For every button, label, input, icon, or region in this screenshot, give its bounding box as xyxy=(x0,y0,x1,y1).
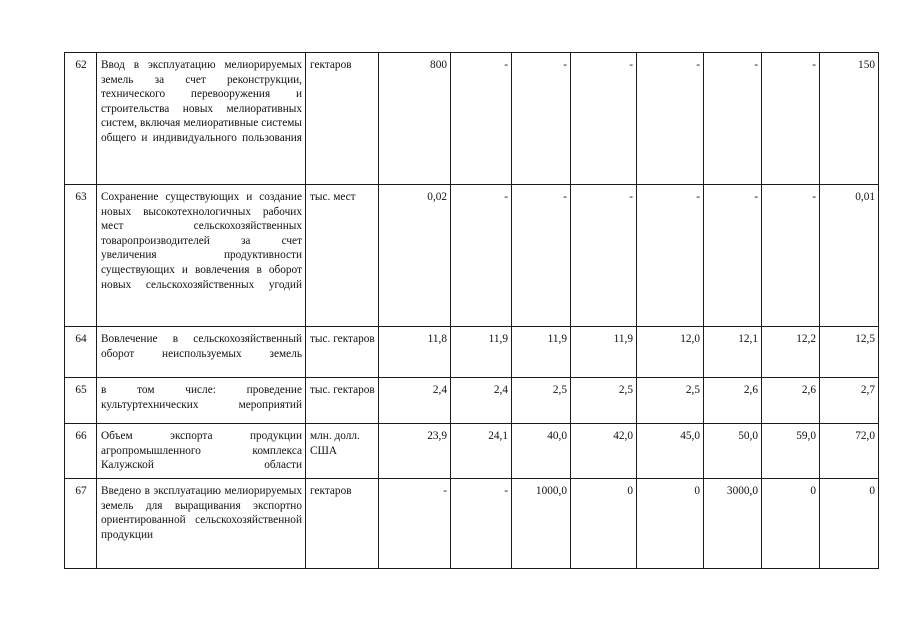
value-cell: 50,0 xyxy=(704,424,762,479)
value-cell: - xyxy=(704,185,762,327)
value-cell: 40,0 xyxy=(512,424,571,479)
value-cell: 11,9 xyxy=(512,327,571,378)
value-cell: - xyxy=(571,185,637,327)
value-cell: 3000,0 xyxy=(704,479,762,569)
row-number: 67 xyxy=(65,479,97,569)
value-cell: 12,2 xyxy=(762,327,820,378)
unit-cell: тыс. гектаров xyxy=(306,378,379,424)
value-cell: - xyxy=(637,185,704,327)
value-cell: 150 xyxy=(820,53,879,185)
value-cell: 59,0 xyxy=(762,424,820,479)
value-cell: 0 xyxy=(637,479,704,569)
value-cell: 0 xyxy=(571,479,637,569)
value-cell: - xyxy=(571,53,637,185)
indicator-name: Объем экспорта продукции агропромышленного комплекса Калужской области xyxy=(97,424,306,479)
value-cell: 0,02 xyxy=(379,185,451,327)
value-cell: - xyxy=(637,53,704,185)
table-row xyxy=(65,327,879,378)
indicator-name: Вовлечение в сельскохозяйственный оборот неиспользуемых земель xyxy=(97,327,306,378)
table-row xyxy=(65,53,879,185)
value-cell: 0 xyxy=(820,479,879,569)
value-cell: 2,5 xyxy=(571,378,637,424)
value-cell: - xyxy=(704,53,762,185)
row-number: 66 xyxy=(65,424,97,479)
value-cell: - xyxy=(451,479,512,569)
value-cell: 11,9 xyxy=(571,327,637,378)
value-cell: 2,6 xyxy=(704,378,762,424)
value-cell: - xyxy=(379,479,451,569)
unit-cell: млн. долл. США xyxy=(306,424,379,479)
row-number: 64 xyxy=(65,327,97,378)
table-row xyxy=(65,185,879,327)
table-row xyxy=(65,424,879,479)
indicator-name: Сохранение существующих и создание новых высокотехнологичных рабочих мест сельскохозяйственных товаропроизводителей за счет увеличения продуктивности существующих и вовлечения в оборот новых сельскохозяйственных угодий xyxy=(97,185,306,327)
value-cell: 800 xyxy=(379,53,451,185)
value-cell: 12,0 xyxy=(637,327,704,378)
unit-cell: тыс. мест xyxy=(306,185,379,327)
indicators-table xyxy=(64,52,879,569)
value-cell: 2,7 xyxy=(820,378,879,424)
value-cell: 2,4 xyxy=(451,378,512,424)
unit-cell: гектаров xyxy=(306,53,379,185)
value-cell: 0,01 xyxy=(820,185,879,327)
value-cell: 45,0 xyxy=(637,424,704,479)
value-cell: 0 xyxy=(762,479,820,569)
value-cell: - xyxy=(762,185,820,327)
indicator-name: Введено в эксплуатацию мелиорируемых земель для выращивания экспортно ориентированной сельскохозяйственной продукции xyxy=(97,479,306,569)
unit-cell: гектаров xyxy=(306,479,379,569)
table-row xyxy=(65,378,879,424)
value-cell: 24,1 xyxy=(451,424,512,479)
value-cell: 1000,0 xyxy=(512,479,571,569)
value-cell: 2,5 xyxy=(637,378,704,424)
value-cell: 72,0 xyxy=(820,424,879,479)
table-row xyxy=(65,479,879,569)
row-number: 65 xyxy=(65,378,97,424)
value-cell: - xyxy=(451,185,512,327)
row-number: 62 xyxy=(65,53,97,185)
value-cell: 23,9 xyxy=(379,424,451,479)
value-cell: - xyxy=(512,53,571,185)
value-cell: 11,9 xyxy=(451,327,512,378)
value-cell: 2,5 xyxy=(512,378,571,424)
indicator-name: Ввод в эксплуатацию мелиорируемых земель за счет реконструкции, технического перевооружения и строительства новых мелиоративных систем, включая мелиоративные системы общего и индивидуального пользования xyxy=(97,53,306,185)
indicator-name: в том числе: проведение культуртехнических мероприятий xyxy=(97,378,306,424)
value-cell: 42,0 xyxy=(571,424,637,479)
value-cell: 12,1 xyxy=(704,327,762,378)
row-number: 63 xyxy=(65,185,97,327)
value-cell: 2,4 xyxy=(379,378,451,424)
value-cell: - xyxy=(762,53,820,185)
value-cell: 2,6 xyxy=(762,378,820,424)
value-cell: - xyxy=(512,185,571,327)
value-cell: - xyxy=(451,53,512,185)
unit-cell: тыс. гектаров xyxy=(306,327,379,378)
value-cell: 12,5 xyxy=(820,327,879,378)
value-cell: 11,8 xyxy=(379,327,451,378)
